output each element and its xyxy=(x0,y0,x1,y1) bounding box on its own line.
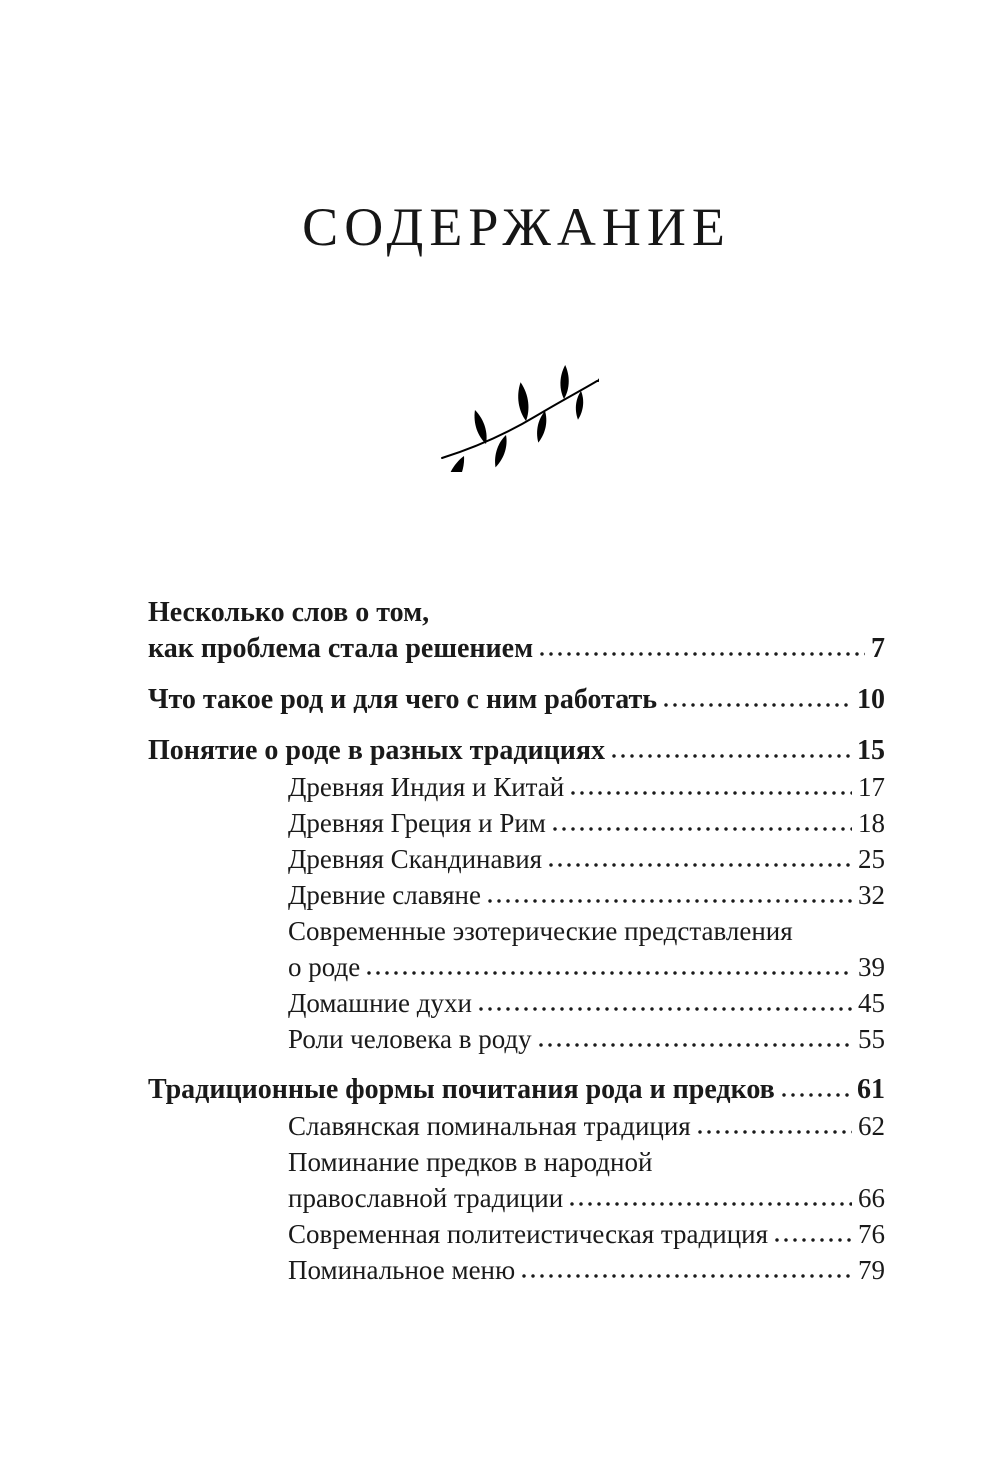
toc-entry-text: Древняя Скандинавия xyxy=(288,844,543,875)
dot-leader xyxy=(367,970,852,976)
toc-entry-row xyxy=(288,805,885,841)
toc-entry xyxy=(148,1072,885,1108)
toc-entry-text: Древняя Греция и Рим xyxy=(288,808,546,839)
toc-entry xyxy=(148,913,885,985)
toc-entry-text: Современные эзотерические представления xyxy=(288,916,793,947)
toc-entry-row xyxy=(288,1252,885,1288)
toc-entry-text: Домашние духи xyxy=(288,988,472,1019)
toc-entry xyxy=(148,1216,885,1252)
toc-entry-row xyxy=(288,1180,885,1216)
toc-page-number: 18 xyxy=(858,808,885,839)
dot-leader xyxy=(522,1273,852,1279)
toc-page-number: 62 xyxy=(858,1111,885,1142)
toc-entry xyxy=(148,1144,885,1216)
toc-entry-text: Несколько слов о том, xyxy=(148,597,430,629)
leaf-branch-ornament-icon xyxy=(434,344,599,472)
dot-leader xyxy=(539,1042,852,1048)
toc-list xyxy=(148,595,885,1288)
toc-entry-row xyxy=(148,631,885,667)
toc-page-number: 55 xyxy=(858,1024,885,1055)
toc-page-number: 7 xyxy=(871,633,885,665)
toc-page-number: 66 xyxy=(858,1183,885,1214)
toc-page-number: 45 xyxy=(858,988,885,1019)
dot-leader xyxy=(698,1129,852,1135)
toc-entry xyxy=(148,877,885,913)
toc-entry-text: Что такое род и для чего с ним работать xyxy=(148,684,658,716)
dot-leader xyxy=(479,1006,852,1012)
dot-leader xyxy=(488,898,852,904)
toc-entry-text: Поминальное меню xyxy=(288,1255,516,1286)
toc-entry-row xyxy=(288,1108,885,1144)
toc-page-number: 61 xyxy=(857,1074,885,1106)
toc-entry-text: православной традиции xyxy=(288,1183,564,1214)
toc-entry xyxy=(148,595,885,667)
toc-entry-row xyxy=(288,1216,885,1252)
toc-page-number: 39 xyxy=(858,952,885,983)
toc-page-number: 79 xyxy=(858,1255,885,1286)
toc-entry-row xyxy=(148,1072,885,1108)
toc-entry-row xyxy=(288,841,885,877)
dot-leader xyxy=(664,702,851,708)
dot-leader xyxy=(549,862,852,868)
dot-leader xyxy=(571,790,852,796)
toc-entry xyxy=(148,841,885,877)
toc-entry-text: Древние славяне xyxy=(288,880,481,911)
toc-entry-row xyxy=(148,682,885,718)
dot-leader xyxy=(553,826,852,832)
toc-entry-text: Понятие о роде в разных традициях xyxy=(148,735,606,767)
toc-entry xyxy=(148,682,885,718)
toc-entry xyxy=(148,805,885,841)
toc-entry xyxy=(148,1252,885,1288)
toc-page-number: 76 xyxy=(858,1219,885,1250)
toc-entry xyxy=(148,1021,885,1057)
toc-page-number: 32 xyxy=(858,880,885,911)
dot-leader xyxy=(540,651,865,657)
toc-entry-row xyxy=(288,877,885,913)
dot-leader xyxy=(612,753,851,759)
ornament-container xyxy=(148,344,885,477)
toc-entry-text: Поминание предков в народной xyxy=(288,1147,653,1178)
toc-entry xyxy=(148,769,885,805)
toc-page-number: 25 xyxy=(858,844,885,875)
toc-entry-text: как проблема стала решением xyxy=(148,633,534,665)
toc-page-number: 17 xyxy=(858,772,885,803)
toc-entry-row xyxy=(288,985,885,1021)
dot-leader xyxy=(782,1092,851,1098)
toc-entry-row xyxy=(148,733,885,769)
toc-page-number: 15 xyxy=(857,735,885,767)
toc-entry-text: Современная политеистическая традиция xyxy=(288,1219,769,1250)
toc-entry xyxy=(148,733,885,769)
toc-entry xyxy=(148,985,885,1021)
toc-entry-text: Традиционные формы почитания рода и предков xyxy=(148,1074,775,1106)
toc-entry-row xyxy=(288,1021,885,1057)
page-title: СОДЕРЖАНИЕ xyxy=(302,197,731,257)
toc-page-number: 10 xyxy=(857,684,885,716)
toc-entry xyxy=(148,1108,885,1144)
toc-entry-text: Древняя Индия и Китай xyxy=(288,772,565,803)
dot-leader xyxy=(570,1201,852,1207)
toc-entry-text: Славянская поминальная традиция xyxy=(288,1111,691,1142)
toc-entry-row xyxy=(288,769,885,805)
dot-leader xyxy=(775,1237,852,1243)
toc-entry-text: о роде xyxy=(288,952,361,983)
toc-entry-row xyxy=(288,949,885,985)
toc-entry-text: Роли человека в роду xyxy=(288,1024,532,1055)
page-content xyxy=(148,0,885,1288)
